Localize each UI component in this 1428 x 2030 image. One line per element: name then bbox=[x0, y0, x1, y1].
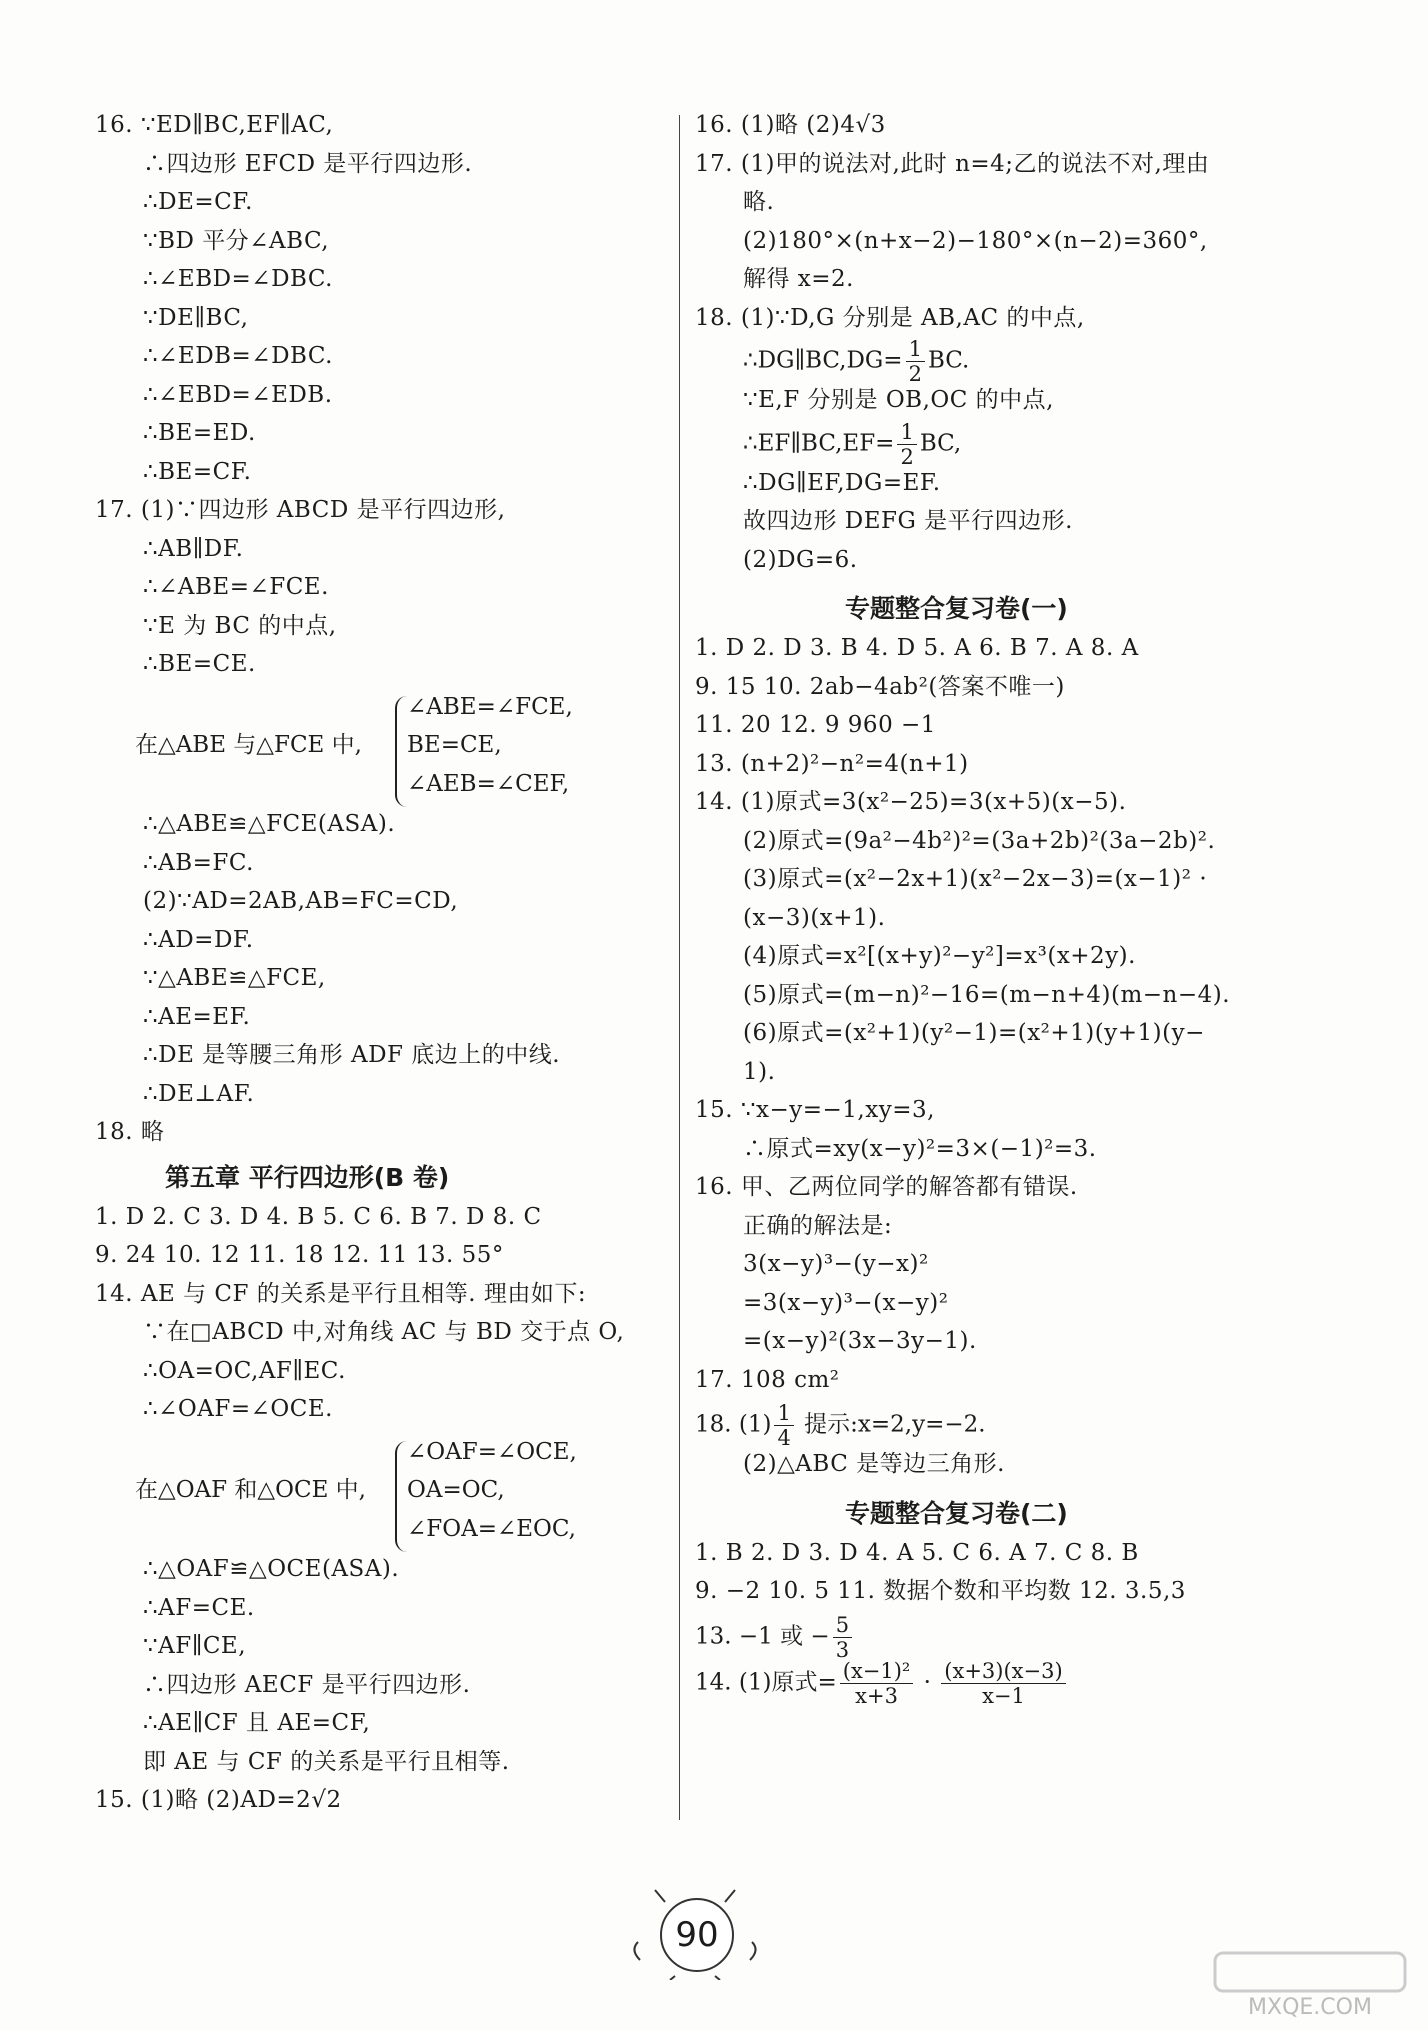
text-line: ∵△ABE≌△FCE, bbox=[143, 965, 326, 991]
numerator: 1 bbox=[906, 337, 925, 362]
text-line: ∴AE∥CF 且 AE=CF, bbox=[143, 1710, 371, 1736]
text-line: ∴AB=FC. bbox=[143, 849, 254, 876]
text-line: ∴AB∥DF. bbox=[143, 535, 244, 562]
text-line: 即 AE 与 CF 的关系是平行且相等. bbox=[143, 1748, 510, 1775]
text-run: BC. bbox=[927, 347, 970, 374]
text-line: 16. (1)略 (2)4√3 bbox=[695, 112, 886, 138]
text-line: (3)原式=(x²−2x+1)(x²−2x−3)=(x−1)² · bbox=[743, 866, 1208, 892]
system-item: ∠OAF=∠OCE, bbox=[407, 1438, 577, 1465]
text-line: 1). bbox=[743, 1058, 776, 1085]
fraction bbox=[833, 1613, 852, 1662]
denominator: 4 bbox=[777, 1426, 791, 1450]
text-line: ∴∠EDB=∠DBC. bbox=[143, 343, 333, 369]
text-line: 1. D 2. C 3. D 4. B 5. C 6. B 7. D 8. C bbox=[95, 1203, 542, 1230]
fraction-line bbox=[743, 420, 961, 469]
text-run: ∴DG∥BC,DG= bbox=[743, 347, 903, 374]
page-number: 90 bbox=[660, 1898, 734, 1972]
section-heading: 专题整合复习卷(一) bbox=[845, 594, 1068, 623]
numerator: 5 bbox=[833, 1613, 852, 1638]
text-line: ∴DG∥EF,DG=EF. bbox=[743, 469, 941, 496]
fraction bbox=[840, 1659, 914, 1708]
section-heading: 专题整合复习卷(二) bbox=[845, 1498, 1068, 1528]
text-line: ∴原式=xy(x−y)²=3×(−1)²=3. bbox=[743, 1135, 1097, 1162]
text-line: ∴△OAF≌△OCE(ASA). bbox=[143, 1556, 400, 1582]
text-line: ∴四边形 AECF 是平行四边形. bbox=[143, 1671, 471, 1698]
text-line: =(x−y)²(3x−3y−1). bbox=[743, 1328, 977, 1354]
text-line: 3(x−y)³−(y−x)² bbox=[743, 1251, 929, 1277]
numerator: (x+3)(x−3) bbox=[941, 1659, 1065, 1684]
system-label: 在△OAF 和△OCE 中, bbox=[135, 1477, 366, 1503]
system-item: ∠ABE=∠FCE, bbox=[407, 693, 573, 720]
text-line: ∴AD=DF. bbox=[143, 926, 254, 953]
text-line: ∴AF=CE. bbox=[143, 1594, 255, 1621]
text-line: 14. (1)原式=3(x²−25)=3(x+5)(x−5). bbox=[695, 789, 1127, 815]
text-line: ∵AF∥CE, bbox=[143, 1633, 247, 1659]
text-line: (2)DG=6. bbox=[743, 546, 858, 573]
text-line: 略. bbox=[743, 189, 775, 215]
denominator: 2 bbox=[900, 444, 914, 469]
text-line: 9. 24 10. 12 11. 18 12. 11 13. 55° bbox=[95, 1242, 504, 1268]
text-line: 1. B 2. D 3. D 4. A 5. C 6. A 7. C 8. B bbox=[695, 1539, 1139, 1566]
text-line: 17. (1)甲的说法对,此时 n=4;乙的说法不对,理由 bbox=[695, 150, 1210, 177]
text-line: ∴DE 是等腰三角形 ADF 底边上的中线. bbox=[143, 1042, 561, 1068]
text-line: =3(x−y)³−(x−y)² bbox=[743, 1289, 949, 1316]
text-line: ∵在□ABCD 中,对角线 AC 与 BD 交于点 O, bbox=[143, 1319, 625, 1345]
text-line: 17. (1)∵四边形 ABCD 是平行四边形, bbox=[95, 497, 506, 523]
text-run: BC, bbox=[919, 430, 962, 456]
denominator: 2 bbox=[908, 362, 922, 386]
text-line: ∴∠EBD=∠EDB. bbox=[143, 381, 333, 408]
text-line: 1. D 2. D 3. B 4. D 5. A 6. B 7. A 8. A bbox=[695, 635, 1139, 661]
text-line: (2)∵AD=2AB,AB=FC=CD, bbox=[143, 888, 459, 914]
text-line: (5)原式=(m−n)²−16=(m−n+4)(m−n−4). bbox=[743, 981, 1231, 1008]
text-run: 提示:x=2,y=−2. bbox=[796, 1411, 986, 1438]
text-line: ∴∠EBD=∠DBC. bbox=[143, 266, 333, 292]
text-line: ∴DE⊥AF. bbox=[143, 1080, 255, 1107]
text-line: ∴△ABE≌△FCE(ASA). bbox=[143, 811, 396, 837]
text-line: 18. 略 bbox=[95, 1119, 165, 1145]
text-line: ∵BD 平分∠ABC, bbox=[143, 227, 330, 254]
text-line: ∴AE=EF. bbox=[143, 1003, 251, 1030]
text-line: 18. (1)∵D,G 分别是 AB,AC 的中点, bbox=[695, 304, 1085, 331]
text-line: ∴∠OAF=∠OCE. bbox=[143, 1396, 333, 1422]
text-line: (x−3)(x+1). bbox=[743, 904, 886, 931]
text-line: 16. 甲、乙两位同学的解答都有错误. bbox=[695, 1174, 1078, 1200]
watermark-logo bbox=[1205, 1945, 1415, 2020]
column-divider bbox=[679, 115, 680, 1820]
text-line: 9. 15 10. 2ab−4ab²(答案不唯一) bbox=[695, 673, 1065, 700]
system-item: ∠AEB=∠CEF, bbox=[407, 770, 570, 797]
text-line: ∴BE=CE. bbox=[143, 651, 256, 677]
brace-icon bbox=[395, 1441, 407, 1553]
system-item: ∠FOA=∠EOC, bbox=[407, 1515, 576, 1542]
fraction bbox=[941, 1659, 1065, 1708]
fraction-line bbox=[695, 1659, 1069, 1708]
text-line: 15. (1)略 (2)AD=2√2 bbox=[95, 1787, 342, 1813]
text-line: 16. ∵ED∥BC,EF∥AC, bbox=[95, 112, 334, 138]
text-line: (2)△ABC 是等边三角形. bbox=[743, 1451, 1005, 1477]
text-run: 13. −1 或 − bbox=[695, 1623, 830, 1649]
text-line: 解得 x=2. bbox=[743, 266, 854, 292]
section-heading: 第五章 平行四边形(B 卷) bbox=[165, 1162, 450, 1192]
numerator: (x−1)² bbox=[840, 1659, 914, 1684]
text-line: 9. −2 10. 5 11. 数据个数和平均数 12. 3.5,3 bbox=[695, 1578, 1186, 1604]
numerator: 1 bbox=[897, 420, 916, 445]
text-line: ∴OA=OC,AF∥EC. bbox=[143, 1357, 346, 1384]
watermark-text: MXQE.COM bbox=[1248, 1995, 1372, 2020]
fraction-line bbox=[695, 1401, 986, 1450]
text-run: 14. (1)原式= bbox=[695, 1669, 837, 1695]
text-line: 正确的解法是: bbox=[743, 1212, 893, 1239]
denominator: 3 bbox=[835, 1637, 850, 1662]
text-line: ∴∠ABE=∠FCE. bbox=[143, 574, 329, 600]
text-line: ∵E,F 分别是 OB,OC 的中点, bbox=[743, 387, 1054, 413]
text-line: 17. 108 cm² bbox=[695, 1366, 840, 1393]
text-line: ∴BE=ED. bbox=[143, 420, 256, 446]
text-line: (2)180°×(n+x−2)−180°×(n−2)=360°, bbox=[743, 227, 1208, 254]
fraction bbox=[897, 420, 916, 469]
watermark-stamp-icon bbox=[1205, 1945, 1415, 1995]
denominator: x−1 bbox=[982, 1683, 1025, 1708]
system-label: 在△ABE 与△FCE 中, bbox=[135, 732, 362, 758]
text-line: (2)原式=(9a²−4b²)²=(3a+2b)²(3a−2b)². bbox=[743, 827, 1216, 854]
text-line: 13. (n+2)²−n²=4(n+1) bbox=[695, 750, 969, 777]
text-line: (6)原式=(x²+1)(y²−1)=(x²+1)(y+1)(y− bbox=[743, 1020, 1205, 1046]
text-line: 15. ∵x−y=−1,xy=3, bbox=[695, 1097, 935, 1123]
numerator: 1 bbox=[774, 1401, 793, 1426]
fraction-line bbox=[695, 1613, 855, 1662]
fraction-line bbox=[743, 337, 969, 386]
fraction bbox=[906, 337, 925, 386]
text-line: 14. AE 与 CF 的关系是平行且相等. 理由如下: bbox=[95, 1280, 587, 1307]
text-run: 18. (1) bbox=[695, 1411, 772, 1438]
text-line: 故四边形 DEFG 是平行四边形. bbox=[743, 508, 1073, 534]
brace-icon bbox=[395, 696, 407, 808]
text-line: ∴BE=CF. bbox=[143, 458, 252, 485]
text-run: · bbox=[916, 1669, 939, 1695]
fraction bbox=[774, 1401, 793, 1450]
denominator: x+3 bbox=[855, 1683, 898, 1708]
text-run: ∴EF∥BC,EF= bbox=[743, 430, 895, 456]
system-item: OA=OC, bbox=[407, 1477, 505, 1503]
text-line: ∵E 为 BC 的中点, bbox=[143, 612, 337, 639]
text-line: ∵DE∥BC, bbox=[143, 304, 249, 331]
text-line: ∴DE=CF. bbox=[143, 189, 253, 215]
text-line: ∴四边形 EFCD 是平行四边形. bbox=[143, 150, 473, 177]
system-item: BE=CE, bbox=[407, 732, 502, 758]
text-line: (4)原式=x²[(x+y)²−y²]=x³(x+2y). bbox=[743, 943, 1136, 969]
text-line: 11. 20 12. 9 960 −1 bbox=[695, 712, 936, 738]
